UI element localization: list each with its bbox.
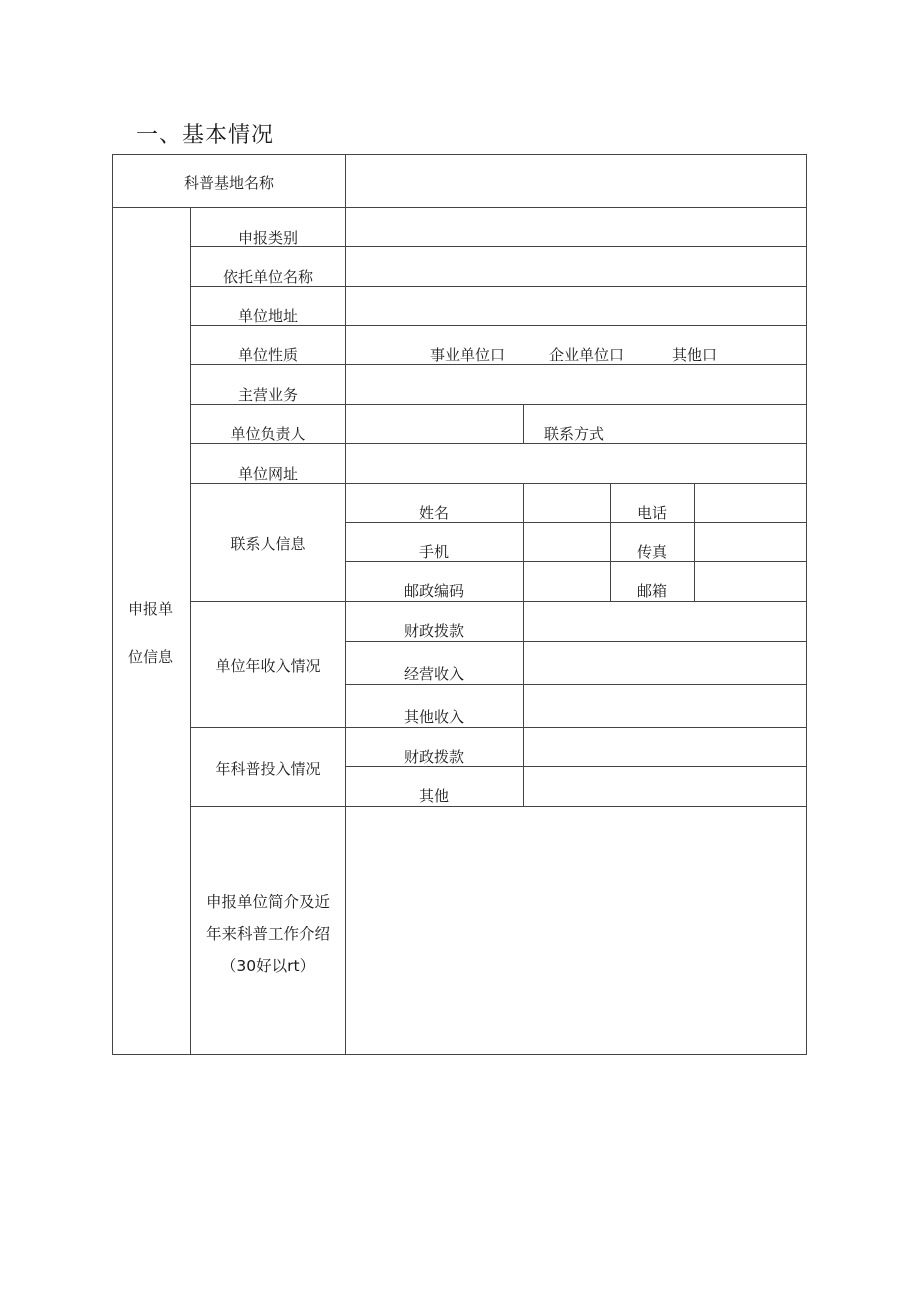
base-name-label: 科普基地名称 bbox=[183, 174, 275, 192]
nature-option-public[interactable]: 事业单位口 bbox=[430, 346, 506, 364]
intro-label-line: 年来科普工作介绍 bbox=[205, 925, 331, 943]
contact-phone-label: 电话 bbox=[636, 504, 668, 522]
website-label: 单位网址 bbox=[237, 465, 299, 483]
contact-name-label: 姓名 bbox=[418, 504, 450, 522]
contact-fax-label: 传真 bbox=[636, 543, 668, 561]
intro-label-line: （30好以rt） bbox=[220, 957, 316, 975]
annual-investment-label: 年科普投入情况 bbox=[215, 760, 321, 778]
section-heading: 一、基本情况 bbox=[136, 123, 275, 148]
divider bbox=[190, 806, 807, 807]
divider bbox=[345, 154, 346, 208]
applicant-section-label: 申报单 bbox=[128, 600, 174, 618]
divider bbox=[190, 207, 191, 1055]
divider bbox=[694, 483, 695, 601]
income-other-label: 其他收入 bbox=[403, 708, 465, 726]
nature-label: 单位性质 bbox=[237, 346, 299, 364]
divider bbox=[345, 561, 807, 562]
address-label: 单位地址 bbox=[237, 307, 299, 325]
divider bbox=[190, 601, 807, 602]
contact-email-label: 邮箱 bbox=[636, 582, 668, 600]
divider bbox=[345, 684, 807, 685]
leader-label: 单位负责人 bbox=[230, 425, 306, 443]
income-business-label: 经营收入 bbox=[403, 665, 465, 683]
income-fiscal-label: 财政拨款 bbox=[403, 622, 465, 640]
divider bbox=[345, 522, 807, 523]
category-label: 申报类别 bbox=[237, 229, 299, 247]
host-unit-label: 依托单位名称 bbox=[222, 268, 314, 286]
intro-label bbox=[206, 886, 330, 982]
contact-mobile-label: 手机 bbox=[418, 543, 450, 561]
nature-option-enterprise[interactable]: 企业单位口 bbox=[549, 346, 625, 364]
applicant-section-label-line2: 位信息 bbox=[128, 648, 174, 666]
divider bbox=[190, 727, 807, 728]
contact-info-label: 联系人信息 bbox=[230, 535, 306, 553]
divider bbox=[345, 641, 807, 642]
investment-fiscal-label: 财政拨款 bbox=[403, 748, 465, 766]
annual-income-label: 单位年收入情况 bbox=[215, 657, 321, 675]
divider bbox=[345, 207, 346, 1055]
main-business-label: 主营业务 bbox=[237, 386, 299, 404]
intro-label-line: 申报单位简介及近 bbox=[205, 893, 331, 911]
divider bbox=[523, 483, 524, 806]
investment-other-label: 其他 bbox=[418, 787, 450, 805]
contact-method-label: 联系方式 bbox=[544, 425, 605, 443]
divider bbox=[112, 207, 807, 208]
contact-postcode-label: 邮政编码 bbox=[403, 582, 465, 600]
divider bbox=[523, 404, 524, 444]
nature-option-other[interactable]: 其他口 bbox=[672, 346, 718, 364]
divider bbox=[610, 483, 611, 601]
